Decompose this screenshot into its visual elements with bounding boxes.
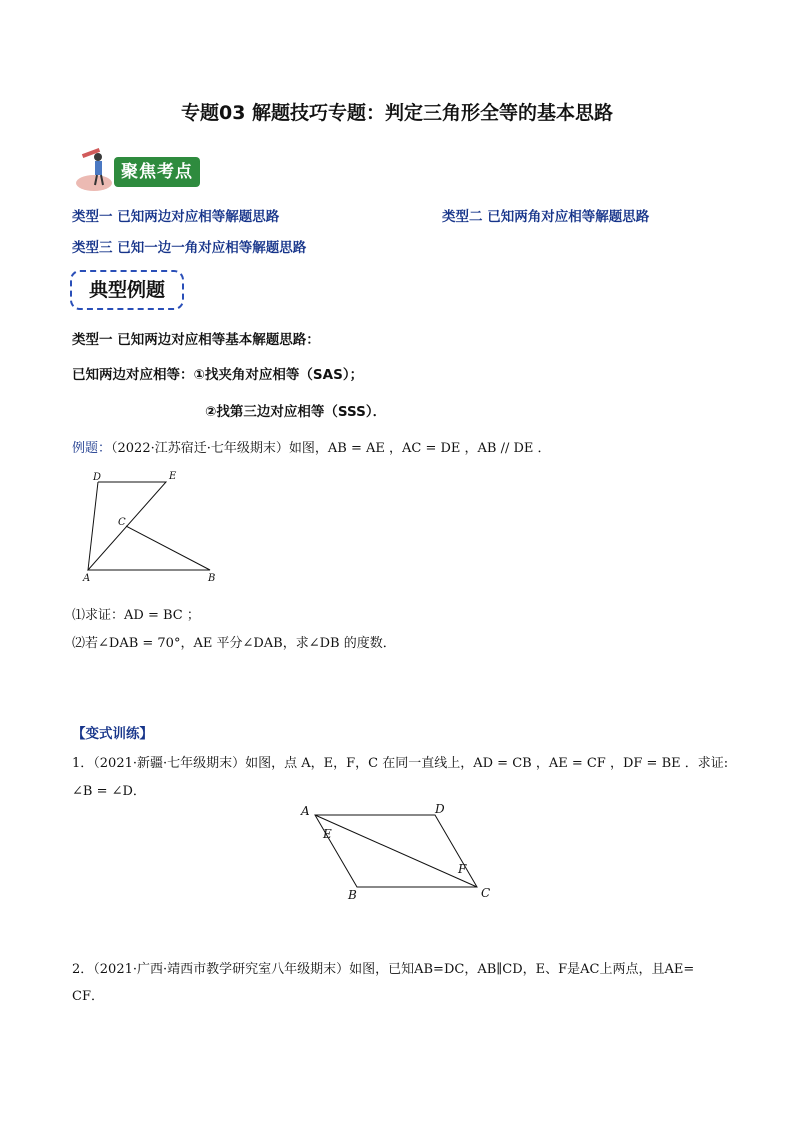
- practice-1-line-2: ∠B = ∠D．: [72, 784, 146, 799]
- example-figure: [78, 468, 228, 588]
- label-A: A: [83, 573, 91, 584]
- question-2: ⑵若∠DAB = 70°，AE 平分∠DAB，求∠DB 的度数．: [72, 636, 396, 651]
- label-D: D: [435, 802, 445, 816]
- question-1: ⑴求证：AD = BC ；: [72, 608, 200, 623]
- label-F: F: [458, 862, 467, 876]
- label-E: E: [323, 827, 332, 841]
- label-E: E: [169, 471, 177, 482]
- page-title: 专题03 解题技巧专题：判定三角形全等的基本思路: [180, 102, 614, 124]
- practice-2-line-1: 2．（2021·广西·靖西市教学研究室八年级期末）如图，已知AB=DC，AB∥CD，E、F是AC上两点，且AE=: [72, 962, 695, 977]
- example-statement: [72, 437, 551, 456]
- type-three-link[interactable]: 类型三 已知一边一角对应相等解题思路: [72, 240, 307, 256]
- type-one-link[interactable]: 类型一 已知两边对应相等解题思路: [72, 209, 280, 225]
- method-line-2: ②找第三边对应相等（SSS）．: [205, 404, 387, 420]
- practice-heading: 【变式训练】: [72, 726, 153, 742]
- label-D: D: [93, 472, 102, 483]
- practice-1-figure: [295, 798, 505, 908]
- section-heading: 类型一 已知两边对应相等基本解题思路：: [72, 332, 320, 348]
- type-two-link[interactable]: 类型二 已知两角对应相等解题思路: [442, 209, 650, 225]
- label-B: B: [208, 573, 216, 584]
- label-A: A: [301, 804, 310, 818]
- label-B: B: [348, 888, 357, 902]
- section-badge-label: 典型例题: [88, 279, 165, 301]
- section-badge: [70, 270, 184, 310]
- banner-label: 聚焦考点: [114, 157, 200, 187]
- practice-2-line-2: CF．: [72, 989, 104, 1004]
- method-line-1: 已知两边对应相等：①找夹角对应相等（SAS）；: [72, 367, 364, 383]
- example-lead: 例题：: [72, 441, 112, 456]
- example-text: （2022·江苏宿迁·七年级期末）如图，AB = AE ，AC = DE ，AB // DE ．: [111, 441, 551, 456]
- label-C: C: [118, 517, 126, 528]
- practice-1-line-1: 1．（2021·新疆·七年级期末）如图，点 A，E，F，C 在同一直线上，AD = CB ，AE = CF ，DF = BE ．求证:: [72, 756, 729, 771]
- label-C: C: [481, 886, 491, 900]
